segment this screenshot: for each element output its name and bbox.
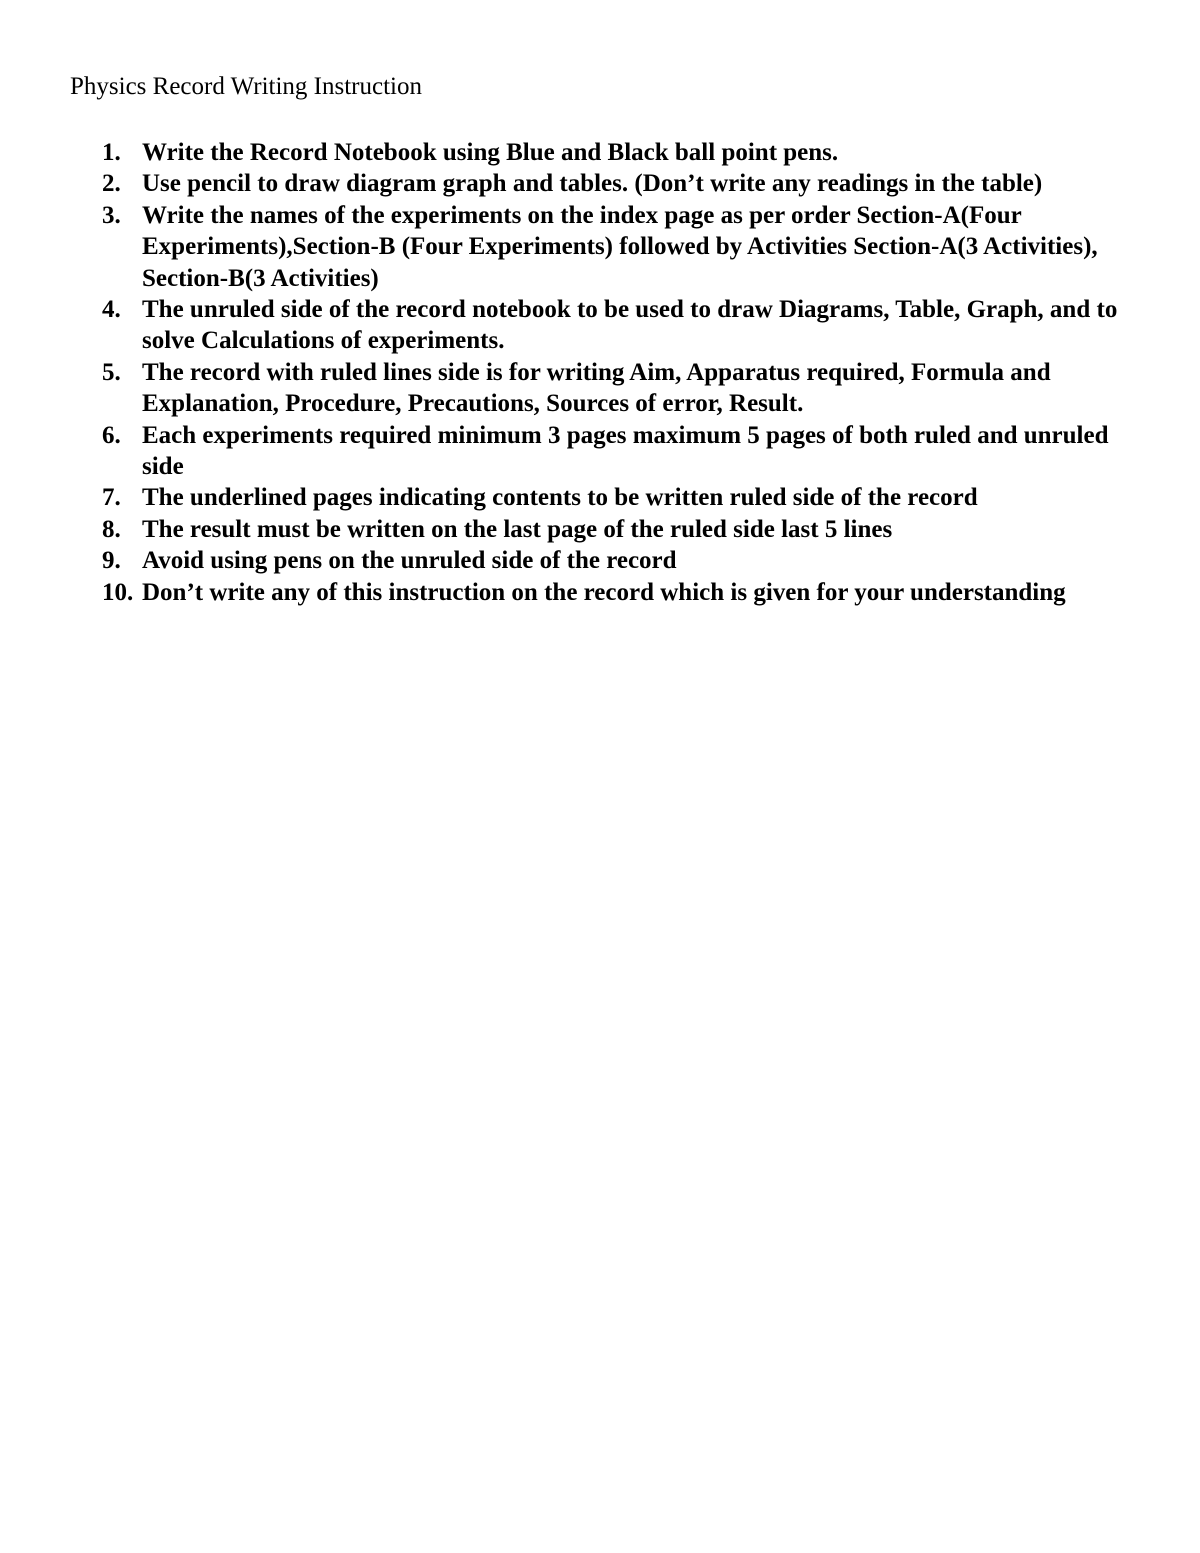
list-item-number: 3. — [102, 201, 121, 229]
list-item-text: Each experiments required minimum 3 pages maximum 5 pages of both ruled and unruled side — [142, 421, 1109, 481]
list-item-text: The result must be written on the last page of the ruled side last 5 lines — [142, 515, 893, 543]
list-item-text: Avoid using pens on the unruled side of the record — [142, 547, 677, 575]
list-item — [70, 168, 1130, 199]
list-item-number: 4. — [102, 296, 121, 324]
list-item-number: 2. — [102, 170, 121, 198]
list-item-text: The underlined pages indicating contents to be written ruled side of the record — [142, 484, 978, 512]
list-item-number: 8. — [102, 515, 121, 543]
list-item — [70, 577, 1130, 608]
list-item — [70, 294, 1130, 357]
list-item — [70, 514, 1130, 545]
list-item — [70, 545, 1130, 576]
list-item-number: 1. — [102, 139, 121, 166]
instruction-list — [70, 137, 1130, 608]
page-title: Physics Record Writing Instruction — [70, 73, 422, 100]
list-item-number: 5. — [102, 358, 121, 386]
list-item-text: Use pencil to draw diagram graph and tables. (Don’t write any readings in the table) — [142, 170, 1043, 198]
list-item-text: The unruled side of the record notebook to be used to draw Diagrams, Table, Graph, and to solve Calculations of experiments. — [142, 296, 1118, 355]
list-item-number: 9. — [102, 547, 121, 575]
list-item — [70, 420, 1130, 483]
list-item-number: 10. — [102, 578, 134, 606]
list-item — [70, 200, 1130, 294]
list-item-text: Don’t write any of this instruction on the record which is given for your understanding — [142, 578, 1066, 606]
list-item-text: The record with ruled lines side is for writing Aim, Apparatus required, Formula and Explanation, Procedure, Precautions, Sources of error, Result. — [142, 358, 1051, 418]
list-item — [70, 137, 1130, 168]
list-item — [70, 482, 1130, 513]
list-item-number: 6. — [102, 421, 121, 449]
list-item-number: 7. — [102, 484, 121, 512]
list-item — [70, 357, 1130, 420]
list-item-text: Write the names of the experiments on the index page as per order Section-A(Four Experiments),Section-B (Four Experiments) followed by Activities Section-A(3 Activities), Section-B(3 Activities) — [142, 201, 1098, 292]
list-item-text: Write the Record Notebook using Blue and Black ball point pens. — [142, 139, 839, 166]
